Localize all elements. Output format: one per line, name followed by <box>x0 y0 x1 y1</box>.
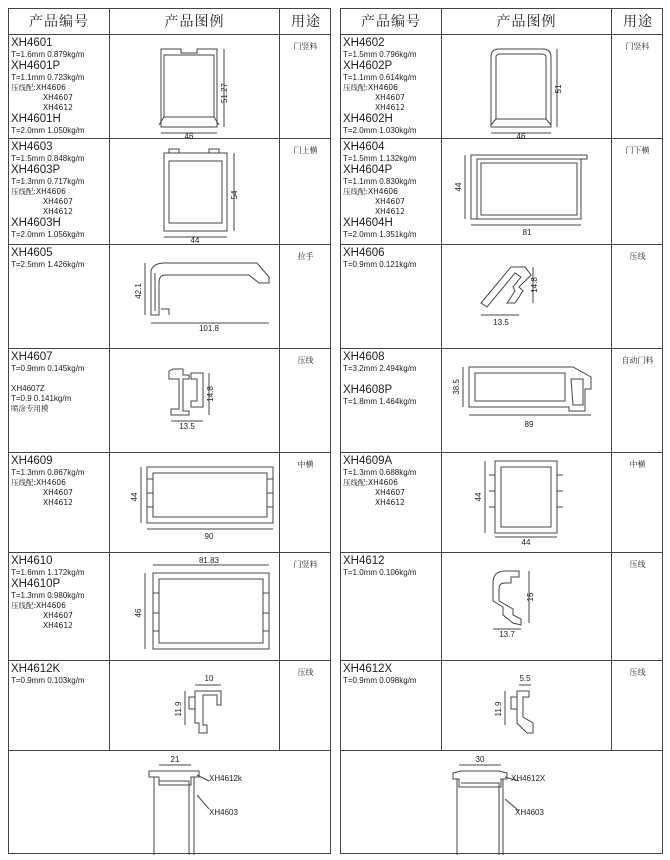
dimension-label: 81.83 <box>198 556 220 565</box>
dimension-label: 46 <box>516 132 526 139</box>
dimension-label: 5.5 <box>519 674 531 683</box>
product-code: XH4602H <box>343 113 393 125</box>
product-info <box>11 141 109 240</box>
product-spec: T=1.1mm 0.830kg/m <box>343 177 417 186</box>
product-spec: T=0.9mm 0.103kg/m <box>11 676 85 685</box>
pairing-label: 压线配: <box>343 478 369 487</box>
table-row <box>341 453 662 553</box>
product-spec: T=2.0mm 1.030kg/m <box>343 126 417 135</box>
dimension-label: 44 <box>454 182 463 192</box>
dimension-label: 89 <box>524 420 534 429</box>
combo-drawing-row <box>9 751 330 855</box>
pairing-item: XH4607 <box>375 93 405 102</box>
product-code: XH4609A <box>343 455 393 467</box>
pairing-label: 压线配: <box>11 187 37 196</box>
dimension-label: 11.9 <box>494 701 503 717</box>
product-code: XH4603H <box>11 217 61 229</box>
product-spec: T=2.5mm 1.426kg/m <box>11 260 85 269</box>
product-code: XH4612K <box>11 663 61 675</box>
usage-label: 中横 <box>629 460 646 469</box>
pairing-item: XH4607 <box>375 488 405 497</box>
profile-drawing <box>109 349 279 453</box>
product-spec: T=1.3mm 0.980kg/m <box>11 591 85 600</box>
table-row <box>341 553 662 661</box>
pairing-item: XH4612 <box>43 207 73 216</box>
table-header <box>341 9 662 35</box>
header-code: 产品编号 <box>29 14 89 30</box>
header-use: 用途 <box>611 9 664 35</box>
product-info <box>343 247 441 270</box>
dimension-label: 13.5 <box>179 422 195 431</box>
table-row <box>9 553 330 661</box>
product-code: XH4602P <box>343 60 393 72</box>
profile-drawing <box>441 245 611 349</box>
assembly-label: XH4612k <box>209 774 242 783</box>
product-code: XH4601 <box>11 37 53 49</box>
pairing-item: XH4612 <box>375 207 405 216</box>
usage-label: 压线 <box>629 668 646 677</box>
usage-label: 门竖料 <box>625 42 650 51</box>
profile-drawing <box>441 553 611 661</box>
table-row <box>341 245 662 349</box>
product-code: XH4606 <box>343 247 385 259</box>
product-spec: T=0.9 0.141kg/m <box>11 394 72 403</box>
assembly-label: XH4603 <box>515 808 544 817</box>
dimension-label: 46 <box>134 608 143 618</box>
product-code: XH4610 <box>11 555 53 567</box>
profile-drawing <box>441 349 611 453</box>
dimension-label: 44 <box>130 492 139 502</box>
pairing-item: XH4606 <box>368 83 398 92</box>
product-info <box>343 663 441 686</box>
dimension-label: 46 <box>184 132 194 139</box>
profile-drawing <box>441 661 611 751</box>
product-spec: T=1.6mm 0.879kg/m <box>11 50 85 59</box>
dimension-label: 10 <box>204 674 214 683</box>
dimension-label: 30 <box>475 755 485 764</box>
profile-drawing <box>109 35 279 139</box>
product-info <box>343 37 441 136</box>
pairing-item: XH4607 <box>43 611 73 620</box>
pairing-item: XH4606 <box>368 187 398 196</box>
dimension-label: 14.8 <box>206 386 215 402</box>
product-info <box>343 455 441 508</box>
product-code: XH4608 <box>343 351 385 363</box>
pairing-item: XH4612 <box>43 498 73 507</box>
profile-drawing <box>109 553 279 661</box>
profile-drawing <box>109 661 279 751</box>
table-row <box>9 139 330 245</box>
pairing-label: 压线配: <box>11 478 37 487</box>
dimension-label: 90 <box>204 532 214 541</box>
pairing-item: XH4606 <box>36 83 66 92</box>
product-code: XH4604 <box>343 141 385 153</box>
usage-label: 自动门料 <box>621 356 654 365</box>
pairing-item: XH4606 <box>36 601 66 610</box>
profile-drawing <box>441 35 611 139</box>
usage-label: 门下横 <box>625 146 650 155</box>
table-row <box>9 245 330 349</box>
assembly-drawing <box>341 751 664 855</box>
dimension-label: 44 <box>474 492 483 502</box>
product-code: XH4607 <box>11 351 53 363</box>
product-spec: T=1.0mm 0.106kg/m <box>343 568 417 577</box>
product-code: XH4612X <box>343 663 393 675</box>
dimension-label: 11.9 <box>174 701 183 717</box>
dimension-label: 44 <box>190 236 200 245</box>
pairing-item: XH4606 <box>368 478 398 487</box>
pairing-item: XH4607 <box>43 93 73 102</box>
table-row <box>9 453 330 553</box>
product-spec: XH4607Z <box>11 384 45 393</box>
dimension-label: 13.5 <box>493 318 509 327</box>
product-code: XH4604P <box>343 164 393 176</box>
header-drawing: 产品图例 <box>441 9 611 35</box>
table-row <box>341 139 662 245</box>
usage-label: 压线 <box>297 668 314 677</box>
dimension-label: 54 <box>230 190 239 200</box>
product-spec: T=1.3mm 0.688kg/m <box>343 468 417 477</box>
pairing-label: 压线配: <box>343 83 369 92</box>
pairing-item: XH4607 <box>43 197 73 206</box>
usage-label: 压线 <box>297 356 314 365</box>
header-use: 用途 <box>279 9 332 35</box>
table-header <box>9 9 330 35</box>
product-spec: T=0.9mm 0.098kg/m <box>343 676 417 685</box>
dimension-label: 51 <box>554 84 563 94</box>
dimension-label: 44 <box>521 538 531 547</box>
dimension-label: 38.5 <box>452 379 461 395</box>
product-spec: T=2.0mm 1.351kg/m <box>343 230 417 239</box>
product-info <box>343 555 441 578</box>
product-spec: T=0.9mm 0.145kg/m <box>11 364 85 373</box>
right-catalog-panel <box>340 8 663 854</box>
product-code: XH4603 <box>11 141 53 153</box>
header-drawing: 产品图例 <box>109 9 279 35</box>
dimension-label: 15 <box>526 592 535 602</box>
profile-drawing <box>441 139 611 245</box>
table-row <box>341 35 662 139</box>
product-spec: 喷涂专用模 <box>11 404 49 413</box>
dimension-label: 101.8 <box>198 324 220 333</box>
product-code: XH4608P <box>343 384 393 396</box>
dimension-label: 42.1 <box>134 283 143 299</box>
table-row <box>9 661 330 751</box>
product-code: XH4605 <box>11 247 53 259</box>
product-spec: T=3.2mm 2.494kg/m <box>343 364 417 373</box>
product-info <box>11 663 109 686</box>
product-spec: T=1.3mm 0.867kg/m <box>11 468 85 477</box>
pairing-label: 压线配: <box>11 601 37 610</box>
product-spec: T=1.5mm 0.848kg/m <box>11 154 85 163</box>
product-code: XH4610P <box>11 578 61 590</box>
pairing-item: XH4612 <box>375 498 405 507</box>
dimension-label: 14.8 <box>530 277 539 293</box>
product-code: XH4601H <box>11 113 61 125</box>
product-spec: T=1.1mm 0.723kg/m <box>11 73 85 82</box>
product-spec: T=1.3mm 0.717kg/m <box>11 177 85 186</box>
profile-drawing <box>441 453 611 553</box>
product-info <box>11 555 109 631</box>
table-row <box>341 349 662 453</box>
product-info <box>11 351 109 414</box>
product-spec: T=1.5mm 1.132kg/m <box>343 154 417 163</box>
usage-label: 门上横 <box>293 146 318 155</box>
product-code: XH4609 <box>11 455 53 467</box>
assembly-drawing <box>9 751 332 855</box>
product-code: XH4601P <box>11 60 61 72</box>
usage-label: 压线 <box>629 560 646 569</box>
pairing-item: XH4606 <box>36 478 66 487</box>
product-spec: T=2.0mm 1.056kg/m <box>11 230 85 239</box>
product-code: XH4604H <box>343 217 393 229</box>
assembly-label: XH4603 <box>209 808 238 817</box>
product-spec: T=1.8mm 1.464kg/m <box>343 397 417 406</box>
product-code: XH4602 <box>343 37 385 49</box>
left-catalog-panel <box>8 8 331 854</box>
table-row <box>9 35 330 139</box>
pairing-item: XH4607 <box>43 488 73 497</box>
pairing-item: XH4612 <box>43 103 73 112</box>
dimension-label: 13.7 <box>499 630 515 639</box>
profile-drawing <box>109 245 279 349</box>
usage-label: 门竖料 <box>293 560 318 569</box>
dimension-label: 81 <box>522 228 532 237</box>
product-info <box>11 247 109 270</box>
product-code: XH4603P <box>11 164 61 176</box>
product-info <box>11 37 109 136</box>
combo-drawing-row <box>341 751 662 855</box>
dimension-label: 51.27 <box>220 82 229 104</box>
product-info <box>343 141 441 240</box>
product-code: XH4612 <box>343 555 385 567</box>
product-spec: T=1.5mm 0.796kg/m <box>343 50 417 59</box>
dimension-label: 21 <box>170 755 180 764</box>
pairing-item: XH4612 <box>375 103 405 112</box>
pairing-label: 压线配: <box>11 83 37 92</box>
profile-drawing <box>109 453 279 553</box>
product-spec: T=1.6mm 1.172kg/m <box>11 568 85 577</box>
product-info <box>11 455 109 508</box>
pairing-label: 压线配: <box>343 187 369 196</box>
usage-label: 中横 <box>297 460 314 469</box>
product-spec: T=2.0mm 1.050kg/m <box>11 126 85 135</box>
pairing-item: XH4612 <box>43 621 73 630</box>
profile-drawing <box>109 139 279 245</box>
usage-label: 压线 <box>629 252 646 261</box>
product-info <box>343 351 441 407</box>
usage-label: 门竖料 <box>293 42 318 51</box>
table-row <box>9 349 330 453</box>
table-row <box>341 661 662 751</box>
pairing-item: XH4606 <box>36 187 66 196</box>
header-code: 产品编号 <box>361 14 421 30</box>
pairing-item: XH4607 <box>375 197 405 206</box>
product-spec: T=0.9mm 0.121kg/m <box>343 260 417 269</box>
product-spec: T=1.1mm 0.614kg/m <box>343 73 417 82</box>
assembly-label: XH4612X <box>511 774 546 783</box>
usage-label: 拉手 <box>297 252 314 261</box>
